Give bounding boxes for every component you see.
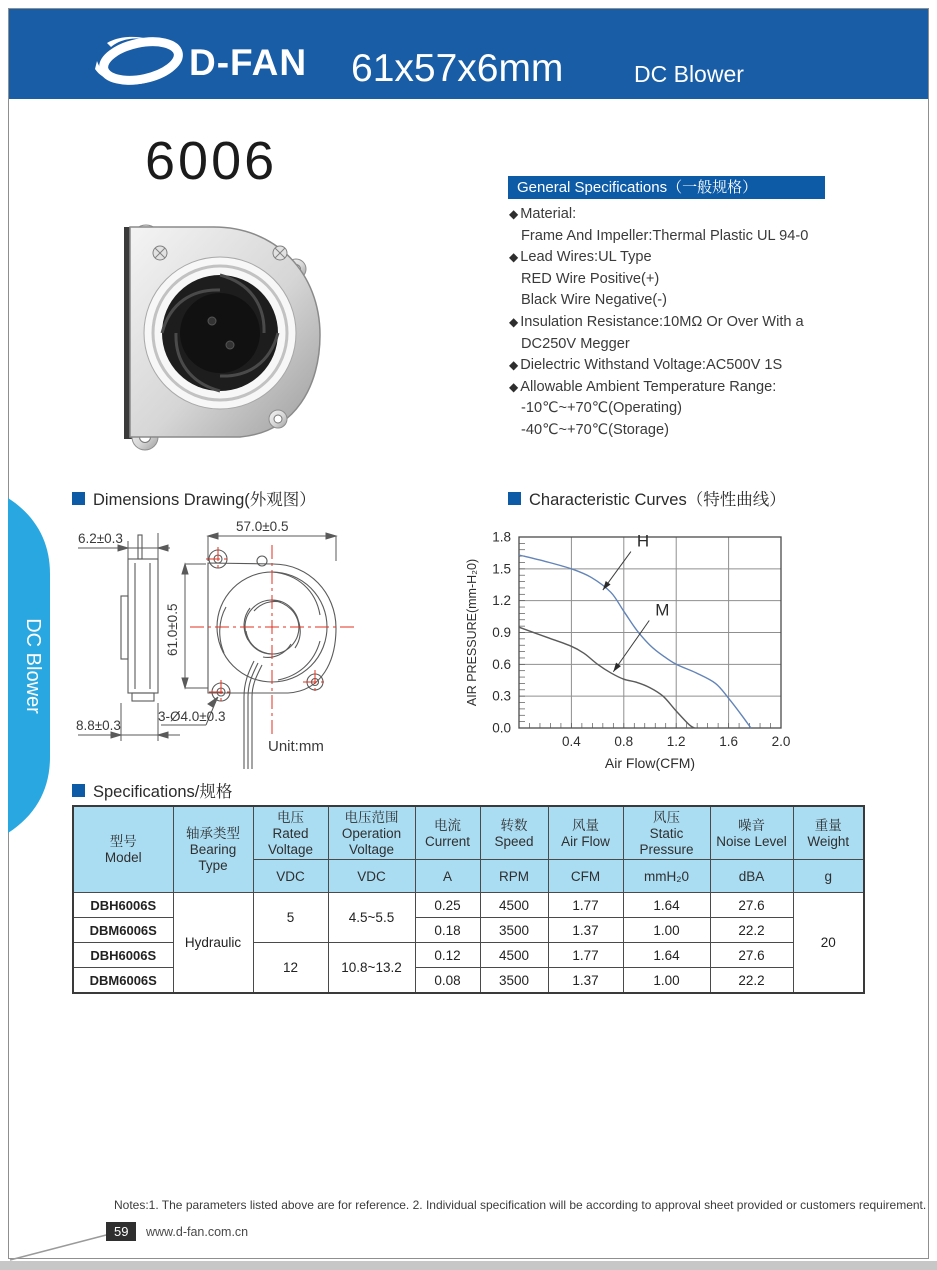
cell-pressure: 1.00 — [623, 968, 710, 994]
cell-noise: 22.2 — [710, 918, 793, 943]
spec-table — [72, 805, 865, 994]
unit-rpm: RPM — [480, 860, 548, 893]
table-row — [73, 893, 864, 918]
cell-voltage-range: 10.8~13.2 — [328, 943, 415, 994]
col-header-rated-voltage: 电压 Rated Voltage — [253, 806, 328, 860]
col-header-current: 电流 Current — [415, 806, 480, 860]
section-square-icon — [508, 492, 521, 505]
col-header-speed: 转数 Speed — [480, 806, 548, 860]
cell-weight: 20 — [793, 893, 864, 994]
svg-text:0.9: 0.9 — [492, 625, 511, 640]
product-photo — [100, 205, 335, 465]
spec-item: ◆ Material: — [509, 206, 577, 222]
svg-text:H: H — [636, 531, 650, 551]
unit-a: A — [415, 860, 480, 893]
cell-speed: 3500 — [480, 918, 548, 943]
cell-noise: 27.6 — [710, 893, 793, 918]
header-bar — [9, 9, 928, 99]
cell-model: DBM6006S — [73, 918, 173, 943]
page-number-badge: 59 — [106, 1222, 136, 1241]
dimensions-section-title: Dimensions Drawing(外观图） — [93, 491, 316, 509]
general-specs-title-bar: General Specifications（一般规格） — [508, 176, 825, 199]
unit-vdc: VDC — [253, 860, 328, 893]
cell-speed: 4500 — [480, 943, 548, 968]
cell-model: DBM6006S — [73, 968, 173, 994]
section-square-icon — [72, 784, 85, 797]
general-specs-list — [509, 204, 849, 442]
product-type-label: DC Blower — [634, 61, 744, 87]
unit-cfm: CFM — [548, 860, 623, 893]
svg-text:1.6: 1.6 — [719, 734, 738, 749]
svg-text:0.6: 0.6 — [492, 656, 511, 672]
svg-text:1.2: 1.2 — [492, 593, 511, 609]
curves-section-title: Characteristic Curves（特性曲线） — [529, 491, 786, 509]
col-header-operation-voltage: 电压范围 Operation Voltage — [328, 806, 415, 860]
dim-side-top-label: 6.2±0.3 — [78, 531, 123, 546]
svg-text:0.0: 0.0 — [492, 720, 511, 736]
cell-model: DBH6006S — [73, 943, 173, 968]
cell-speed: 4500 — [480, 893, 548, 918]
unit-mmh2o: mmH₂0 — [623, 860, 710, 893]
characteristic-curves-chart — [463, 510, 933, 782]
unit-dba: dBA — [710, 860, 793, 893]
spec-item: ◆ Insulation Resistance:10MΩ Or Over With a — [509, 313, 804, 330]
website-text: www.d-fan.com.cn — [146, 1225, 249, 1239]
dim-width-label: 57.0±0.5 — [236, 519, 289, 534]
cell-airflow: 1.77 — [548, 943, 623, 968]
cell-pressure: 1.00 — [623, 918, 710, 943]
col-header-noise: 噪音 Noise Level — [710, 806, 793, 860]
cell-voltage-range: 4.5~5.5 — [328, 893, 415, 943]
cell-bearing: Hydraulic — [173, 893, 253, 994]
impeller — [162, 275, 278, 391]
cell-noise: 22.2 — [710, 968, 793, 994]
spec-item: -10℃~+70℃(Operating) — [521, 400, 682, 417]
svg-text:0.4: 0.4 — [562, 734, 581, 749]
cell-current: 0.18 — [415, 918, 480, 943]
col-header-pressure: 风压 Static Pressure — [623, 806, 710, 860]
cell-current: 0.12 — [415, 943, 480, 968]
cell-airflow: 1.37 — [548, 968, 623, 994]
col-header-airflow: 风量 Air Flow — [548, 806, 623, 860]
notes-text: Notes:1. The parameters listed above are for reference. 2. Individual specification will be according to approval sheet provided or customers requirement. — [114, 1198, 927, 1212]
dim-side-bottom-label: 8.8±0.3 — [76, 718, 121, 733]
cell-speed: 3500 — [480, 968, 548, 994]
sidebar-tab — [8, 498, 60, 833]
svg-text:Air Flow(CFM): Air Flow(CFM) — [604, 755, 696, 771]
dim-holes-label: 3-Ø4.0±0.3 — [158, 709, 226, 724]
cell-pressure: 1.64 — [623, 893, 710, 918]
svg-text:1.5: 1.5 — [492, 561, 511, 577]
unit-g: g — [793, 860, 864, 893]
dfan-logo-icon — [93, 33, 189, 87]
brand-name: D-FAN — [189, 42, 308, 83]
dim-height-label: 61.0±0.5 — [165, 603, 180, 656]
spec-item: ◆ Allowable Ambient Temperature Range: — [509, 378, 777, 395]
fan-size-title: 61x57x6mm — [351, 47, 564, 90]
svg-text:AIR PRESSURE(mm-H₂0): AIR PRESSURE(mm-H₂0) — [465, 558, 479, 707]
cell-current: 0.25 — [415, 893, 480, 918]
cell-current: 0.08 — [415, 968, 480, 994]
unit-vdc: VDC — [328, 860, 415, 893]
svg-text:M: M — [655, 600, 670, 620]
spec-item: ◆ Lead Wires:UL Type — [509, 249, 652, 266]
cell-airflow: 1.37 — [548, 918, 623, 943]
svg-text:2.0: 2.0 — [771, 734, 791, 749]
col-header-model: 型号 Model — [73, 806, 173, 893]
model-number-title: 6006 — [145, 131, 278, 191]
svg-text:1.2: 1.2 — [666, 734, 686, 749]
bottom-gray-bar — [0, 1261, 937, 1270]
spec-item: -40℃~+70℃(Storage) — [521, 421, 669, 438]
svg-text:1.8: 1.8 — [492, 529, 511, 545]
cell-pressure: 1.64 — [623, 943, 710, 968]
corner-flourish — [6, 1228, 118, 1262]
cell-airflow: 1.77 — [548, 893, 623, 918]
dimensions-section-header — [72, 486, 316, 510]
spec-item: DC250V Megger — [521, 335, 630, 352]
section-square-icon — [72, 492, 85, 505]
spec-item: RED Wire Positive(+) — [521, 270, 660, 287]
col-header-weight: 重量 Weight — [793, 806, 864, 860]
cell-model: DBH6006S — [73, 893, 173, 918]
spec-table-section-title: Specifications/规格 — [93, 783, 233, 801]
svg-text:0.8: 0.8 — [614, 734, 634, 749]
svg-text:0.3: 0.3 — [492, 688, 511, 704]
spec-item: ◆ Dielectric Withstand Voltage:AC500V 1S — [509, 357, 783, 374]
cell-noise: 27.6 — [710, 943, 793, 968]
dimensions-drawing — [58, 511, 468, 783]
unit-label: Unit:mm — [268, 738, 324, 755]
cell-voltage: 12 — [253, 943, 328, 994]
sidebar-label: DC Blower — [22, 618, 44, 714]
curves-section-header — [508, 486, 786, 510]
col-header-bearing: 轴承类型 Bearing Type — [173, 806, 253, 893]
spec-item: Black Wire Negative(-) — [521, 292, 667, 309]
cell-voltage: 5 — [253, 893, 328, 943]
spec-item: Frame And Impeller:Thermal Plastic UL 94-0 — [521, 227, 809, 244]
